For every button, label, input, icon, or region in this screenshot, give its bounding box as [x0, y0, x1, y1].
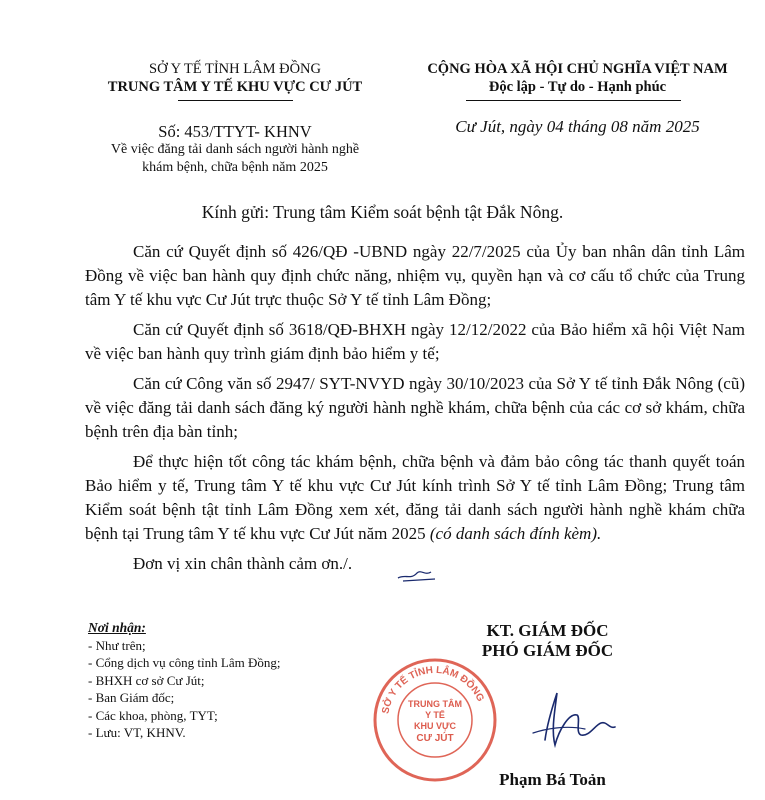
motto-underline: [466, 100, 681, 101]
attachment-note: (có danh sách đính kèm).: [429, 524, 602, 543]
document-subject: [85, 141, 385, 177]
subject-line-1: Về việc đăng tải danh sách người hành nghề: [110, 142, 360, 157]
body-paragraph-2: Căn cứ Quyết định số 3618/QĐ-BHXH ngày 12/12/2022 của Bảo hiểm xã hội Việt Nam về việc ban hành quy trình giám định bảo hiểm y tế;: [85, 320, 745, 363]
body-paragraph-1: Căn cứ Quyết định số 426/QĐ -UBND ngày 22/7/2025 của Ủy ban nhân dân tỉnh Lâm Đồng về việc ban hành quy định chức năng, nhiệm vụ, quyền hạn và cơ cấu tổ chức của Trung tâm Y tế khu vực Cư Jút trực thuộc Sở Y tế tỉnh Lâm Đồng;: [85, 242, 745, 309]
recipient-item: - Các khoa, phòng, TYT;: [88, 707, 218, 723]
subject-line-2: khám bệnh, chữa bệnh năm 2025: [142, 160, 328, 175]
signer-name: Phạm Bá Toản: [499, 770, 606, 789]
recipient-item: - Ban Giám đốc;: [88, 690, 175, 705]
recipient-item: - Lưu: VT, KHNV.: [88, 725, 186, 740]
letter-body: [85, 240, 745, 582]
handwritten-signature: [525, 685, 620, 755]
recipients-title: Nơi nhận:: [88, 620, 146, 635]
seal-center-line-3: KHU VỰC: [414, 721, 456, 731]
body-paragraph-3: Căn cứ Công văn số 2947/ SYT-NVYD ngày 30/10/2023 của Sở Y tế tỉnh Đắk Nông (cũ) về việc đăng tải danh sách đăng ký người hành nghề khám, chữa bệnh của các cơ sở khám, chữa bệnh trên địa bàn tỉnh;: [85, 374, 745, 441]
place-and-date: Cư Jút, ngày 04 tháng 08 năm 2025: [455, 117, 700, 136]
recipients-block: [88, 619, 388, 742]
initial-mark: [395, 560, 440, 585]
seal-center-line-2: Y TẾ: [425, 710, 445, 720]
official-seal: [370, 655, 500, 785]
body-paragraph-5: Đơn vị xin chân thành cảm ơn./.: [133, 554, 353, 573]
national-motto: Độc lập - Tự do - Hạnh phúc: [488, 79, 667, 95]
national-title: CỘNG HÒA XÃ HỘI CHỦ NGHĨA VIỆT NAM: [427, 61, 728, 77]
seal-center-line-4: CƯ JÚT: [416, 733, 454, 744]
recipient-item: - Như trên;: [88, 637, 146, 653]
parent-organization: SỞ Y TẾ TỈNH LÂM ĐỒNG: [149, 61, 321, 77]
seal-center-line-1: TRUNG TÂM: [408, 699, 462, 709]
organization-name: TRUNG TÂM Y TẾ KHU VỰC CƯ JÚT: [107, 79, 363, 95]
org-underline: [178, 100, 293, 101]
signature-subtitle: PHÓ GIÁM ĐỐC: [481, 641, 614, 660]
recipient-item: - BHXH cơ sở Cư Jút;: [88, 672, 205, 688]
recipient-line: Kính gửi: Trung tâm Kiểm soát bệnh tật Đắk Nông.: [201, 202, 564, 222]
document-number: Số: 453/TTYT- KHNV: [158, 122, 312, 141]
body-paragraph-4: [85, 450, 745, 546]
body-paragraph-4-text: Để thực hiện tốt công tác khám bệnh, chữa bệnh và đảm bảo công tác thanh quyết toán Bảo hiểm y tế, Trung tâm Y tế khu vực Cư Jút kính trình Sở Y tế tỉnh Lâm Đồng; Trung tâm Kiểm soát bệnh tật tỉnh Lâm Đồng xem xét, đăng tải danh sách người hành nghề khám chữa bệnh tại Trung tâm Y tế khu vực Cư Jút năm 2025: [85, 452, 745, 543]
signature-title: KT. GIÁM ĐỐC: [486, 621, 609, 640]
seal-ring-text: SỞ Y TẾ TỈNH LÂM ĐỒNG: [380, 664, 486, 715]
recipient-item: - Cổng dịch vụ công tỉnh Lâm Đồng;: [88, 655, 281, 670]
